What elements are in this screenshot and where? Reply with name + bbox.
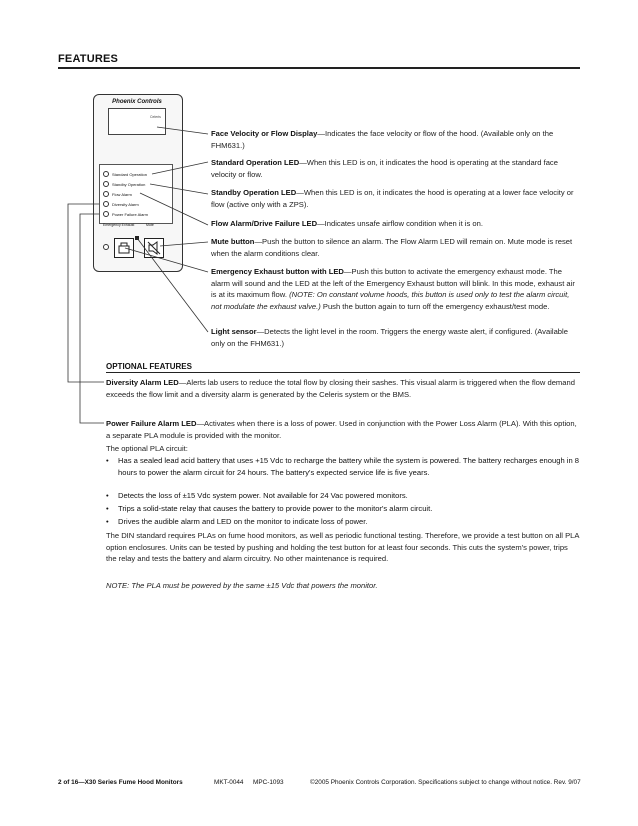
bullet-item (106, 490, 580, 502)
device-model-label: Celeris (150, 115, 161, 119)
feature-standard-operation (211, 157, 580, 180)
bullet-dot: • (106, 456, 109, 465)
feature-title: Emergency Exhaust button with LED (211, 267, 344, 276)
optional-text: —Alerts lab users to reduce the total flow by closing their sashes. This visual alarm is triggered when the flow demand exceeds the flow limit and a diversity alarm is generated by the Celeris system or the BMS. (106, 378, 575, 399)
feature-text: —Push this button to activate the emergency exhaust mode. The alarm will sound and the LED at the left of the Emergency Exhaust button will blink. In this mode, exhaust air is at its maximum flow. (211, 267, 575, 299)
bullet-item (106, 455, 580, 478)
led-label: Standard Operation (112, 171, 147, 177)
feature-text: —Detects the light level in the room. Triggers the energy waste alert, if configured. (Available only on the FHM631.) (211, 327, 568, 348)
bullet-dot: • (106, 491, 109, 500)
feature-standby-operation (211, 187, 580, 210)
feature-light-sensor (211, 326, 580, 349)
feature-flow-alarm (211, 218, 580, 230)
device-brand-label: Phoenix Controls (112, 99, 162, 105)
din-paragraph: The DIN standard requires PLAs on fume hood monitors, as well as periodic functional testing. Therefore, we provide a test button on all PLA option enclosures. Units can be tested by pushing and holding the test button for at least four seconds. This cuts the system's power, trips the relay and tests the battery and alarm circuitry. No other maintenance is required. (106, 531, 580, 563)
feature-note: (NOTE: On constant volume hoods, this button is used only to test the alarm circuit, not modulate the exhaust valve.) (211, 290, 570, 311)
optional-text: —Activates when there is a loss of power. Used in conjunction with the Power Loss Alarm (PLA). With this option, a separate PLA module is provided with the monitor. (106, 419, 577, 440)
footer-page-label: 2 of 16—X30 Series Fume Hood Monitors (58, 779, 183, 786)
feature-title: Standby Operation LED (211, 188, 297, 197)
emergency-exhaust-label: Emergency Exhaust (103, 223, 135, 227)
feature-text: —When this LED is on, it indicates the hood is operating at a lower face velocity or flow (active only with a ZPS). (211, 188, 574, 209)
feature-title: Light sensor (211, 327, 257, 336)
feature-title: Mute button (211, 237, 255, 246)
feature-text: —Indicates unsafe airflow condition when it is on. (317, 219, 483, 228)
bullet-item (106, 516, 580, 528)
footer-doc-number: MPC-1093 (253, 779, 284, 786)
bullet-text: Detects the loss of ±15 Vdc system power. Not available for 24 Vac powered monitors. (118, 491, 408, 500)
feature-mute-button (211, 236, 580, 259)
bullet-text: Has a sealed lead acid battery that uses +15 Vdc to recharge the battery while the system is powered. The battery recharges enough in 8 hours to power the alarm circuit for 24 hours. The battery's expected service life is five years. (118, 456, 580, 477)
led-label: Standby Operation (112, 181, 146, 187)
feature-title: Standard Operation LED (211, 158, 300, 167)
optional-diversity-alarm (106, 377, 580, 400)
feature-face-velocity (211, 128, 580, 151)
feature-title: Face Velocity or Flow Display (211, 129, 318, 138)
optional-title: Diversity Alarm LED (106, 378, 179, 387)
mute-label: Mute (146, 223, 154, 227)
optional-title: Power Failure Alarm LED (106, 419, 197, 428)
optional-power-failure-alarm (106, 418, 580, 441)
feature-title: Flow Alarm/Drive Failure LED (211, 219, 318, 228)
feature-text: Push the button again to turn off the emergency exhaust/test mode. (320, 301, 550, 311)
footer-doc-number: MKT-0044 (214, 779, 244, 786)
bullet-text: Trips a solid-state relay that causes the battery to provide power to the monitor's alarm circuit. (118, 504, 433, 513)
optional-features-heading: OPTIONAL FEATURES (106, 362, 192, 371)
led-label: Flow Alarm (112, 191, 132, 197)
pla-intro: The optional PLA circuit: (106, 444, 188, 453)
feature-text: —When this LED is on, it indicates the hood is operating at the standard face velocity or flow. (211, 158, 558, 179)
feature-text: —Push the button to silence an alarm. The Flow Alarm LED will remain on. Mute mode is reset when the alarm conditions clear. (211, 237, 573, 258)
bullet-dot: • (106, 504, 109, 513)
optional-features-rule (106, 372, 580, 373)
feature-text: —Indicates the face velocity or flow of the hood. (Available only on the FHM631.) (211, 129, 554, 150)
pla-note: NOTE: The PLA must be powered by the same ±15 Vdc that powers the monitor. (106, 581, 378, 590)
bullet-text: Drives the audible alarm and LED on the monitor to indicate loss of power. (118, 517, 368, 526)
bullet-dot: • (106, 517, 109, 526)
bullet-item (106, 503, 580, 515)
feature-emergency-exhaust (211, 266, 580, 312)
led-label: Power Failure Alarm (112, 211, 149, 217)
footer-copyright: ©2005 Phoenix Controls Corporation. Specifications subject to change without notice. Rev. 9/07 (310, 779, 581, 786)
section-title: FEATURES (58, 53, 119, 65)
led-label: Diversity Alarm (112, 201, 139, 207)
